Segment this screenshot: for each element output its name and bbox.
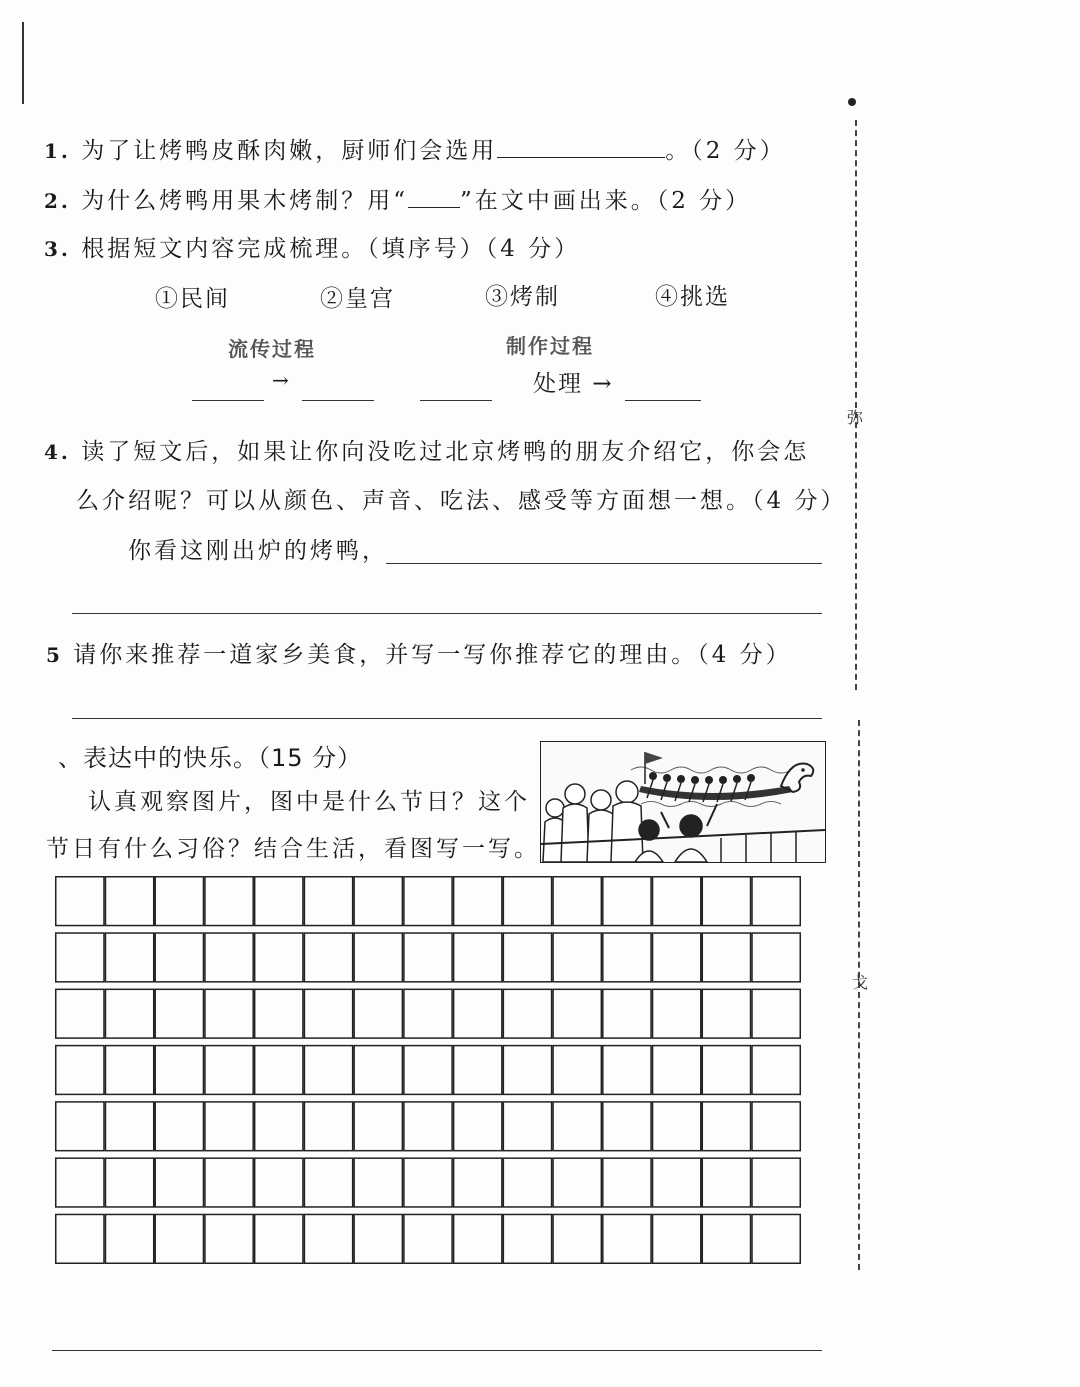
grid-cell[interactable] (255, 989, 303, 1038)
option-4: ④挑选 (655, 284, 730, 310)
grid-cell[interactable] (653, 933, 701, 982)
grid-cell[interactable] (702, 877, 750, 926)
question-1-blank[interactable] (497, 137, 665, 158)
grid-cell[interactable] (653, 1158, 701, 1207)
section-title: 、表达中的快乐。（15 分） (58, 744, 363, 772)
grid-cell[interactable] (653, 1102, 701, 1151)
grid-cell[interactable] (155, 1046, 203, 1095)
grid-cell[interactable] (155, 989, 203, 1038)
flow-arrow-1: → (272, 368, 291, 392)
question-4-number: 4. (44, 440, 71, 464)
grid-cell[interactable] (702, 1158, 750, 1207)
grid-cell[interactable] (304, 989, 352, 1038)
dragon-boat-drawing (541, 742, 825, 862)
grid-cell[interactable] (653, 989, 701, 1038)
writing-grid[interactable] (55, 876, 801, 1264)
grid-cell[interactable] (205, 933, 253, 982)
question-2-text: 为什么烤鸭用果木烤制？用“ (81, 188, 408, 214)
margin-char-2: 戈 (852, 973, 869, 992)
grid-cell[interactable] (553, 989, 601, 1038)
grid-cell[interactable] (752, 1046, 800, 1095)
question-1-number: 1. (44, 139, 71, 163)
question-2-blank[interactable] (408, 187, 460, 208)
question-5 (46, 636, 792, 669)
grid-cell[interactable] (56, 989, 104, 1038)
answer-line-4b[interactable] (72, 613, 822, 614)
grid-cell[interactable] (205, 1046, 253, 1095)
margin-mark-icon (848, 98, 856, 106)
option-1: ①民间 (155, 286, 230, 312)
grid-cell[interactable] (702, 1214, 750, 1263)
grid-cell[interactable] (155, 1158, 203, 1207)
grid-cell[interactable] (304, 877, 352, 926)
grid-cell[interactable] (404, 1046, 452, 1095)
grid-cell[interactable] (105, 877, 153, 926)
question-4-prompt: 你看这刚出炉的烤鸭， (128, 538, 388, 564)
grid-cell[interactable] (603, 933, 651, 982)
grid-cell[interactable] (404, 933, 452, 982)
grid-cell[interactable] (553, 877, 601, 926)
grid-cell[interactable] (603, 1158, 651, 1207)
grid-cell[interactable] (653, 1046, 701, 1095)
question-1-score: 。（2 分） (665, 138, 786, 164)
grid-cell[interactable] (56, 1158, 104, 1207)
flow-blank-2[interactable] (302, 400, 374, 401)
question-1 (44, 132, 786, 165)
grid-cell[interactable] (553, 1102, 601, 1151)
grid-cell[interactable] (255, 1102, 303, 1151)
grid-cell[interactable] (105, 1046, 153, 1095)
grid-cell[interactable] (155, 877, 203, 926)
grid-cell[interactable] (752, 1214, 800, 1263)
grid-cell[interactable] (155, 933, 203, 982)
option-3: ③烤制 (485, 284, 560, 310)
flow-spread-label: 流传过程 (228, 337, 316, 361)
grid-cell[interactable] (105, 933, 153, 982)
grid-cell[interactable] (56, 1102, 104, 1151)
grid-cell[interactable] (255, 1046, 303, 1095)
question-1-text: 为了让烤鸭皮酥肉嫩，厨师们会选用 (81, 138, 498, 164)
grid-cell[interactable] (255, 877, 303, 926)
grid-cell[interactable] (354, 1214, 402, 1263)
answer-line-5[interactable] (72, 718, 822, 719)
bottom-answer-line[interactable] (52, 1350, 822, 1351)
scan-edge-mark (22, 22, 24, 104)
grid-cell[interactable] (454, 1158, 502, 1207)
grid-cell[interactable] (603, 877, 651, 926)
question-5-number: 5 (46, 643, 63, 667)
flow-blank-1[interactable] (192, 400, 264, 401)
option-2: ②皇宫 (320, 286, 395, 312)
question-2-score: ”在文中画出来。（2 分） (459, 188, 752, 214)
grid-cell[interactable] (603, 1214, 651, 1263)
question-5-text: 请你来推荐一道家乡美食，并写一写你推荐它的理由。（4 分） (73, 642, 792, 668)
grid-cell[interactable] (503, 1214, 551, 1263)
question-2 (44, 182, 751, 215)
dragon-boat-illustration (540, 741, 826, 863)
grid-cell[interactable] (454, 1214, 502, 1263)
question-3 (44, 230, 580, 263)
grid-cell[interactable] (702, 989, 750, 1038)
grid-cell[interactable] (404, 1214, 452, 1263)
grid-cell[interactable] (354, 1158, 402, 1207)
grid-cell[interactable] (354, 933, 402, 982)
grid-cell[interactable] (454, 989, 502, 1038)
flow-blank-4[interactable] (625, 400, 701, 401)
question-4-text-1: 读了短文后，如果让你向没吃过北京烤鸭的朋友介绍它，你会怎 (81, 439, 810, 465)
grid-cell[interactable] (404, 989, 452, 1038)
grid-cell[interactable] (752, 933, 800, 982)
grid-cell[interactable] (553, 1158, 601, 1207)
flow-process-text: 处理 → (533, 371, 614, 397)
grid-cell[interactable] (503, 1102, 551, 1151)
grid-cell[interactable] (354, 1046, 402, 1095)
grid-cell[interactable] (503, 1158, 551, 1207)
margin-char-1: 弥 (847, 408, 864, 427)
grid-cell[interactable] (354, 1102, 402, 1151)
grid-cell[interactable] (105, 1214, 153, 1263)
answer-line-4a[interactable] (386, 563, 822, 564)
question-4-line-1 (44, 433, 809, 466)
grid-cell[interactable] (105, 989, 153, 1038)
grid-cell[interactable] (304, 1102, 352, 1151)
grid-cell[interactable] (603, 989, 651, 1038)
grid-cell[interactable] (404, 1158, 452, 1207)
grid-cell[interactable] (553, 1214, 601, 1263)
grid-cell[interactable] (503, 1046, 551, 1095)
grid-cell[interactable] (205, 989, 253, 1038)
grid-cell[interactable] (752, 1158, 800, 1207)
grid-cell[interactable] (752, 1102, 800, 1151)
grid-cell[interactable] (205, 877, 253, 926)
section-instruction-2: 节日有什么习俗？结合生活，看图写一写。 (46, 836, 540, 862)
flow-make-label: 制作过程 (506, 334, 594, 358)
grid-cell[interactable] (56, 933, 104, 982)
grid-cell[interactable] (454, 933, 502, 982)
grid-cell[interactable] (454, 877, 502, 926)
grid-cell[interactable] (454, 1102, 502, 1151)
question-3-number: 3. (44, 237, 71, 261)
flow-blank-3[interactable] (420, 400, 492, 401)
grid-cell[interactable] (205, 1214, 253, 1263)
grid-cell[interactable] (404, 1102, 452, 1151)
grid-cell[interactable] (503, 877, 551, 926)
grid-cell[interactable] (603, 1102, 651, 1151)
question-3-text: 根据短文内容完成梳理。（填序号）（4 分） (81, 236, 581, 262)
grid-cell[interactable] (653, 1214, 701, 1263)
grid-cell[interactable] (354, 989, 402, 1038)
grid-cell[interactable] (553, 1046, 601, 1095)
grid-cell[interactable] (255, 1158, 303, 1207)
grid-cell[interactable] (155, 1214, 203, 1263)
binding-line-bottom (858, 720, 860, 1270)
question-4-line-2: 么介绍呢？可以从颜色、声音、吃法、感受等方面想一想。（4 分） (76, 488, 847, 514)
grid-cell[interactable] (603, 1046, 651, 1095)
grid-cell[interactable] (56, 877, 104, 926)
grid-cell[interactable] (702, 933, 750, 982)
grid-cell[interactable] (56, 1214, 104, 1263)
grid-cell[interactable] (752, 877, 800, 926)
grid-cell[interactable] (105, 1158, 153, 1207)
grid-cell[interactable] (304, 1158, 352, 1207)
grid-cell[interactable] (56, 1046, 104, 1095)
question-2-number: 2. (44, 189, 71, 213)
grid-cell[interactable] (752, 989, 800, 1038)
grid-cell[interactable] (255, 933, 303, 982)
grid-cell[interactable] (105, 1102, 153, 1151)
grid-cell[interactable] (702, 1046, 750, 1095)
grid-cell[interactable] (503, 989, 551, 1038)
section-instruction-1: 认真观察图片，图中是什么节日？这个 (88, 789, 530, 815)
grid-cell[interactable] (304, 1214, 352, 1263)
grid-cell[interactable] (205, 1102, 253, 1151)
grid-cell[interactable] (255, 1214, 303, 1263)
grid-cell[interactable] (454, 1046, 502, 1095)
grid-cell[interactable] (304, 1046, 352, 1095)
grid-cell[interactable] (503, 933, 551, 982)
grid-cell[interactable] (653, 877, 701, 926)
grid-cell[interactable] (702, 1102, 750, 1151)
grid-cell[interactable] (205, 1158, 253, 1207)
grid-cell[interactable] (354, 877, 402, 926)
grid-cell[interactable] (404, 877, 452, 926)
grid-cell[interactable] (553, 933, 601, 982)
grid-cell[interactable] (155, 1102, 203, 1151)
grid-cell[interactable] (304, 933, 352, 982)
